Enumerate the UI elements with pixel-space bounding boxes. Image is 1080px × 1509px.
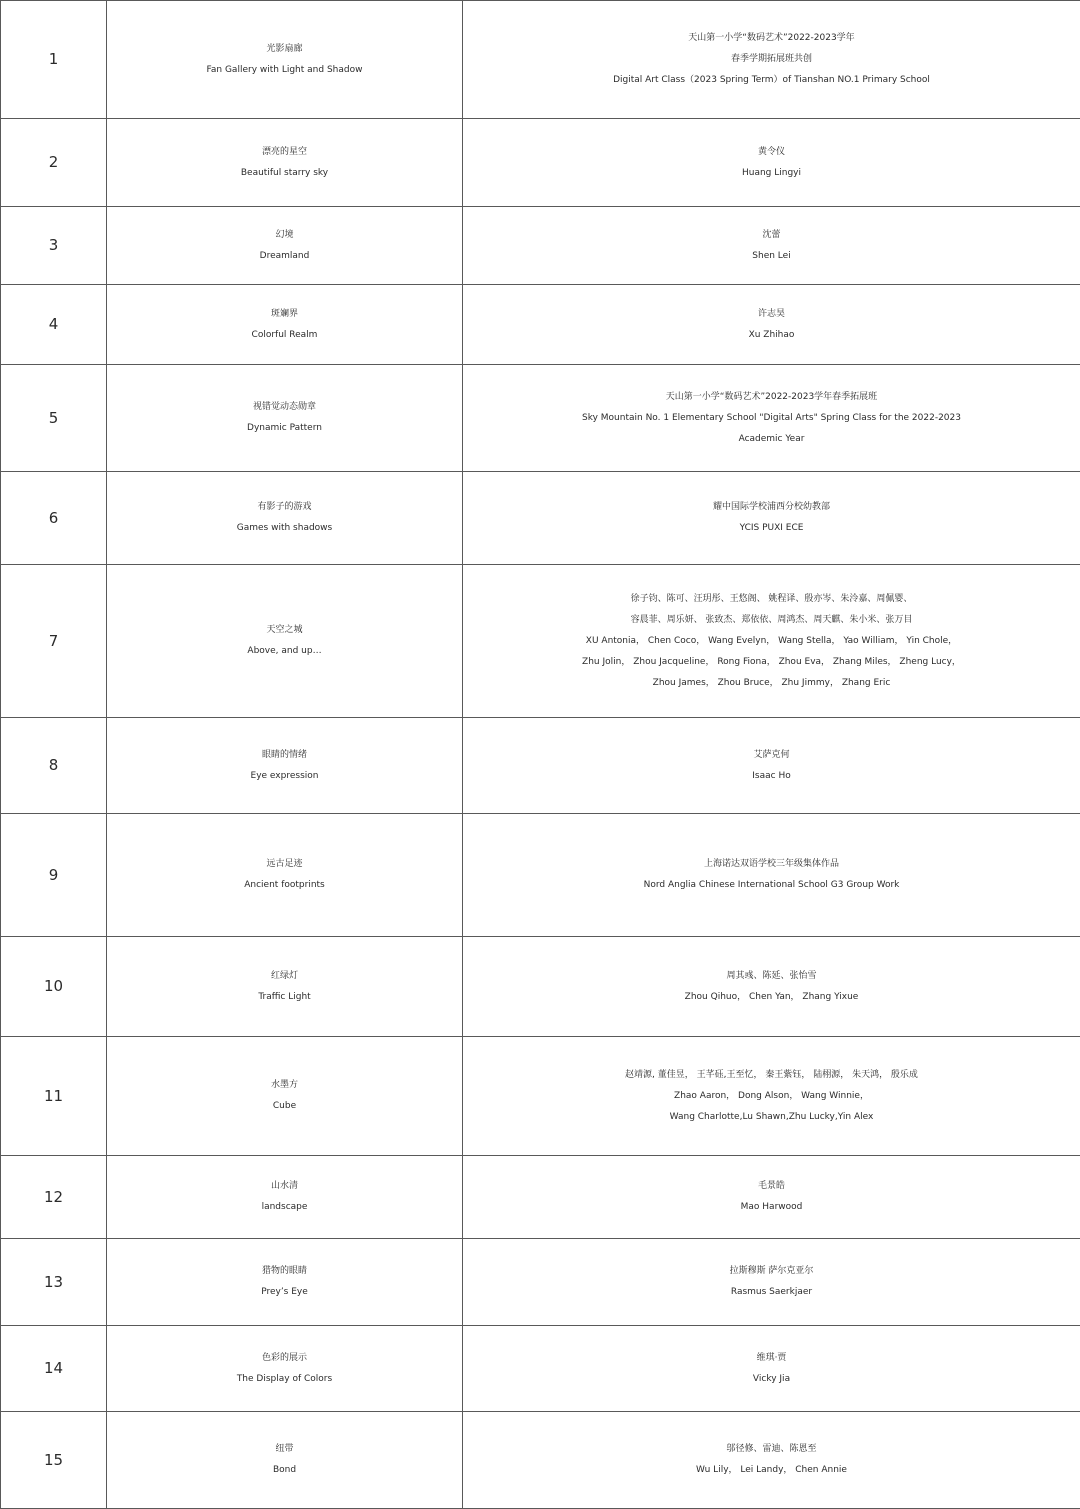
- artwork-title-cell: [107, 207, 463, 285]
- table-row: [1, 718, 1080, 814]
- row-number: 3: [1, 207, 107, 285]
- artwork-title-cell: [107, 1037, 463, 1156]
- artwork-title-cell: [107, 119, 463, 207]
- artist-line: 艾萨克何: [465, 745, 1078, 766]
- artist-line: 黄令仪: [465, 142, 1078, 163]
- artwork-title-english: Colorful Realm: [109, 325, 460, 346]
- artwork-title-chinese: 纽带: [109, 1439, 460, 1460]
- row-number: 13: [1, 1239, 107, 1326]
- artwork-title-cell: [107, 565, 463, 718]
- artwork-title-chinese: 山水清: [109, 1176, 460, 1197]
- artist-line: 春季学期拓展班共创: [465, 49, 1078, 70]
- table-row: [1, 365, 1080, 472]
- artist-line: 徐子钧、陈可、汪玥彤、王悠阁、 姚程译、殷亦岑、朱泠嘉、周佩婴、: [465, 589, 1078, 610]
- row-number: 9: [1, 814, 107, 937]
- artist-cell: [463, 1239, 1080, 1326]
- artist-line: 沈蕾: [465, 225, 1078, 246]
- artist-cell: [463, 937, 1080, 1037]
- artwork-title-cell: [107, 1412, 463, 1509]
- artwork-title-chinese: 眼睛的情绪: [109, 745, 460, 766]
- artist-cell: [463, 718, 1080, 814]
- table-row: [1, 472, 1080, 565]
- artist-cell: [463, 119, 1080, 207]
- artist-line: Wu Lily， Lei Landy， Chen Annie: [465, 1460, 1078, 1481]
- artist-line: Zhao Aaron， Dong Alson， Wang Winnie，: [465, 1086, 1078, 1107]
- artist-cell: [463, 285, 1080, 365]
- row-number: 12: [1, 1156, 107, 1239]
- artist-line: 天山第一小学“数码艺术”2022-2023学年春季拓展班: [465, 387, 1078, 408]
- artwork-title-cell: [107, 472, 463, 565]
- artist-line: 维琪·贾: [465, 1348, 1078, 1369]
- artist-cell: [463, 565, 1080, 718]
- table-row: [1, 1156, 1080, 1239]
- artist-cell: [463, 1, 1080, 119]
- artist-line: 邬径修、雷迪、陈恩至: [465, 1439, 1078, 1460]
- artist-cell: [463, 365, 1080, 472]
- artist-line: Wang Charlotte,Lu Shawn,Zhu Lucky,Yin Alex: [465, 1107, 1078, 1128]
- artwork-title-english: landscape: [109, 1197, 460, 1218]
- artwork-title-cell: [107, 1239, 463, 1326]
- artist-line: Xu Zhihao: [465, 325, 1078, 346]
- artwork-title-english: Prey’s Eye: [109, 1282, 460, 1303]
- artworks-table-body: [1, 1, 1080, 1509]
- artist-line: Nord Anglia Chinese International School G3 Group Work: [465, 875, 1078, 896]
- artwork-title-chinese: 有影子的游戏: [109, 497, 460, 518]
- artwork-title-english: Fan Gallery with Light and Shadow: [109, 60, 460, 81]
- artwork-title-english: Dynamic Pattern: [109, 418, 460, 439]
- row-number: 7: [1, 565, 107, 718]
- artist-line: 天山第一小学“数码艺术”2022-2023学年: [465, 28, 1078, 49]
- artwork-title-english: Traffic Light: [109, 987, 460, 1008]
- table-row: [1, 119, 1080, 207]
- artist-cell: [463, 472, 1080, 565]
- artwork-title-chinese: 视错觉动态勋章: [109, 397, 460, 418]
- artist-line: Digital Art Class（2023 Spring Term）of Tianshan NO.1 Primary School: [465, 70, 1078, 91]
- table-row: [1, 1, 1080, 119]
- artist-line: Zhu Jolin， Zhou Jacqueline， Rong Fiona， Zhou Eva， Zhang Miles， Zheng Lucy，: [465, 652, 1078, 673]
- artist-line: Huang Lingyi: [465, 163, 1078, 184]
- table-row: [1, 1239, 1080, 1326]
- row-number: 1: [1, 1, 107, 119]
- artwork-title-english: Bond: [109, 1460, 460, 1481]
- artwork-title-cell: [107, 365, 463, 472]
- artwork-title-chinese: 幻境: [109, 225, 460, 246]
- artwork-title-english: Above, and up…: [109, 641, 460, 662]
- artwork-title-chinese: 天空之城: [109, 620, 460, 641]
- artwork-title-cell: [107, 285, 463, 365]
- artist-line: Sky Mountain No. 1 Elementary School "Digital Arts" Spring Class for the 2022-2023: [465, 408, 1078, 429]
- artist-line: Zhou Qihuo， Chen Yan， Zhang Yixue: [465, 987, 1078, 1008]
- artist-line: XU Antonia， Chen Coco， Wang Evelyn， Wang Stella， Yao William， Yin Chole，: [465, 631, 1078, 652]
- table-row: [1, 937, 1080, 1037]
- artist-line: Vicky Jia: [465, 1369, 1078, 1390]
- row-number: 14: [1, 1326, 107, 1412]
- artist-cell: [463, 207, 1080, 285]
- artwork-title-english: Games with shadows: [109, 518, 460, 539]
- artwork-title-cell: [107, 1326, 463, 1412]
- artwork-title-chinese: 红绿灯: [109, 966, 460, 987]
- artist-line: Academic Year: [465, 429, 1078, 450]
- row-number: 8: [1, 718, 107, 814]
- row-number: 15: [1, 1412, 107, 1509]
- artist-line: YCIS PUXI ECE: [465, 518, 1078, 539]
- artist-line: Rasmus Saerkjaer: [465, 1282, 1078, 1303]
- artwork-title-english: Dreamland: [109, 246, 460, 267]
- table-row: [1, 285, 1080, 365]
- artwork-title-english: Ancient footprints: [109, 875, 460, 896]
- artwork-title-chinese: 远古足迹: [109, 854, 460, 875]
- artwork-title-english: Cube: [109, 1096, 460, 1117]
- artwork-title-chinese: 光影扇廊: [109, 39, 460, 60]
- artist-line: Isaac Ho: [465, 766, 1078, 787]
- table-row: [1, 1412, 1080, 1509]
- row-number: 4: [1, 285, 107, 365]
- row-number: 11: [1, 1037, 107, 1156]
- artwork-title-english: The Display of Colors: [109, 1369, 460, 1390]
- artist-line: 毛景皓: [465, 1176, 1078, 1197]
- artwork-title-chinese: 色彩的展示: [109, 1348, 460, 1369]
- row-number: 2: [1, 119, 107, 207]
- artwork-title-chinese: 斑斓界: [109, 304, 460, 325]
- artist-line: 周其彧、陈延、张怡雪: [465, 966, 1078, 987]
- artist-line: Shen Lei: [465, 246, 1078, 267]
- row-number: 5: [1, 365, 107, 472]
- artwork-title-cell: [107, 718, 463, 814]
- artist-line: Mao Harwood: [465, 1197, 1078, 1218]
- artwork-title-chinese: 漂亮的星空: [109, 142, 460, 163]
- artwork-title-cell: [107, 1, 463, 119]
- artwork-title-cell: [107, 1156, 463, 1239]
- artist-line: Zhou James， Zhou Bruce， Zhu Jimmy， Zhang Eric: [465, 673, 1078, 694]
- artist-cell: [463, 814, 1080, 937]
- table-row: [1, 1326, 1080, 1412]
- table-row: [1, 1037, 1080, 1156]
- artist-line: 赵靖源, 董佳昱， 王芊砡,王至忆， 秦王紫钰， 陆栩源， 朱天鸿， 殷乐成: [465, 1065, 1078, 1086]
- artwork-title-english: Eye expression: [109, 766, 460, 787]
- artist-cell: [463, 1156, 1080, 1239]
- artist-cell: [463, 1326, 1080, 1412]
- table-row: [1, 565, 1080, 718]
- artist-line: 耀中国际学校浦西分校幼教部: [465, 497, 1078, 518]
- artist-line: 容晨菲、周乐妍、 张致杰、郑依依、周鸿杰、周天麒、朱小米、张万目: [465, 610, 1078, 631]
- row-number: 10: [1, 937, 107, 1037]
- artwork-title-english: Beautiful starry sky: [109, 163, 460, 184]
- artist-cell: [463, 1412, 1080, 1509]
- table-row: [1, 814, 1080, 937]
- row-number: 6: [1, 472, 107, 565]
- artwork-title-cell: [107, 937, 463, 1037]
- artist-line: 拉斯穆斯 萨尔克亚尔: [465, 1261, 1078, 1282]
- artist-cell: [463, 1037, 1080, 1156]
- artwork-title-chinese: 水墨方: [109, 1075, 460, 1096]
- artist-line: 许志昊: [465, 304, 1078, 325]
- artist-line: 上海诺达双语学校三年级集体作品: [465, 854, 1078, 875]
- artwork-title-chinese: 猎物的眼睛: [109, 1261, 460, 1282]
- table-row: [1, 207, 1080, 285]
- artwork-title-cell: [107, 814, 463, 937]
